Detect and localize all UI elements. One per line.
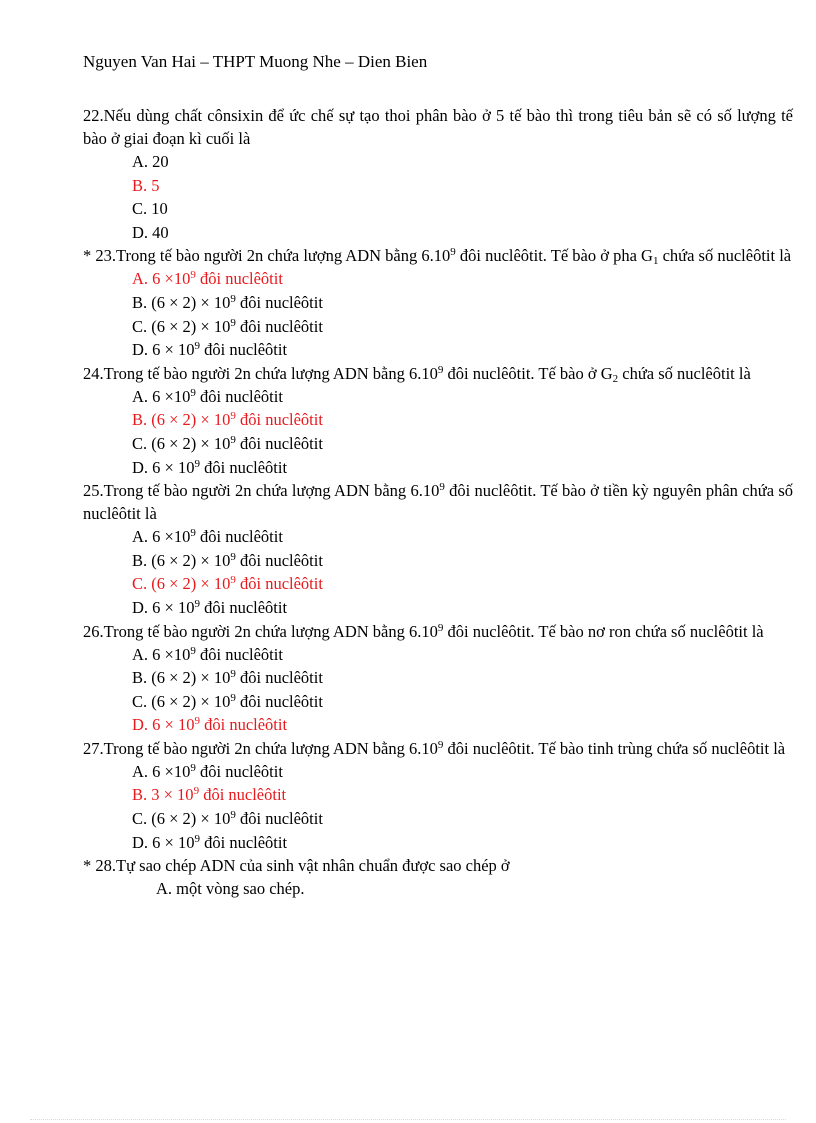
q23-option-b: B. $(6 \times 2) \times 10^9$ đôi nuclêôtit — [132, 292, 323, 312]
question-26: 26.Trong tế bào người 2n chứa lượng ADN bằng 6.10$^9$ đôi nuclêôtit. Tế bào nơ ron chứa số nuclêôtit là — [83, 621, 764, 641]
q27-option-a: A. $6 \times 10^9$ đôi nuclêôtit — [132, 761, 283, 781]
page-header: Nguyen Van Hai – THPT Muong Nhe – Dien Bien — [83, 52, 428, 71]
q23-option-a-correct: A. $6 \times 10^9$ đôi nuclêôtit — [132, 269, 283, 289]
q22-option-c: C. 10 — [132, 199, 168, 219]
q25-option-d: D. $6 \times 10^9$ đôi nuclêôtit — [132, 597, 288, 617]
q26-option-b: B. $(6 \times 2) \times 10^9$ đôi nuclêôtit — [132, 668, 323, 688]
q22-option-a: A. 20 — [132, 152, 169, 171]
q26-option-c: C. $(6 \times 2) \times 10^9$ đôi nuclêôtit — [132, 691, 323, 711]
q27-option-c: C. $(6 \times 2) \times 10^9$ đôi nuclêôtit — [132, 809, 323, 829]
q24-option-a: A. $6 \times 10^9$ đôi nuclêôtit — [132, 386, 283, 406]
q23-option-d: D. $6 \times 10^9$ đôi nuclêôtit — [132, 340, 288, 360]
q28-option-a: A. một vòng sao chép. — [156, 879, 305, 899]
page-bottom-divider — [30, 1119, 786, 1120]
q22-option-d: D. 40 — [132, 222, 169, 242]
q26-option-d-correct: D. $6 \times 10^9$ đôi nuclêôtit — [132, 715, 288, 735]
q25-option-c-correct: C. $(6 \times 2) \times 10^9$ đôi nuclêôtit — [132, 574, 323, 594]
question-28: * 28.Tự sao chép ADN của sinh vật nhân chuẩn được sao chép ở — [83, 856, 510, 876]
question-list — [83, 104, 793, 901]
question-23: * 23.Trong tế bào người 2n chứa lượng ADN bằng 6.10$^9$ đôi nuclêôtit. Tế bào ở pha $G_1$ chứa số nuclêôtit là — [83, 246, 792, 268]
q27-option-d: D. $6 \times 10^9$ đôi nuclêôtit — [132, 832, 288, 852]
q24-option-b-correct: B. $(6 \times 2) \times 10^9$ đôi nuclêôtit — [132, 410, 323, 430]
question-25: 25.Trong tế bào người 2n chứa lượng ADN bằng 6.10$^9$ đôi nuclêôtit. Tế bào ở tiền kỳ nguyên phân chứa số nuclêôtit là — [83, 481, 793, 524]
question-22: 22.Nếu dùng chất cônsixin để ức chế sự tạo thoi phân bào ở 5 tế bào thì trong tiêu bản sẽ có số lượng tế bào ở giai đoạn kì cuối là — [83, 106, 793, 148]
q24-option-c: C. $(6 \times 2) \times 10^9$ đôi nuclêôtit — [132, 433, 323, 453]
q23-option-c: C. $(6 \times 2) \times 10^9$ đôi nuclêôtit — [132, 316, 323, 336]
q27-option-b-correct: B. $3 \times 10^9$ đôi nuclêôtit — [132, 785, 287, 805]
q22-option-b-correct: B. 5 — [132, 175, 160, 195]
q26-option-a: A. $6 \times 10^9$ đôi nuclêôtit — [132, 644, 283, 664]
question-27: 27.Trong tế bào người 2n chứa lượng ADN bằng 6.10$^9$ đôi nuclêôtit. Tế bào tinh trùng chứa số nuclêôtit là — [83, 738, 786, 758]
q25-option-a: A. $6 \times 10^9$ đôi nuclêôtit — [132, 527, 283, 547]
q24-option-d: D. $6 \times 10^9$ đôi nuclêôtit — [132, 457, 288, 477]
q25-option-b: B. $(6 \times 2) \times 10^9$ đôi nuclêôtit — [132, 550, 323, 570]
question-24: 24.Trong tế bào người 2n chứa lượng ADN bằng 6.10$^9$ đôi nuclêôtit. Tế bào ở $G_2$ chứa số nuclêôtit là — [83, 363, 751, 385]
